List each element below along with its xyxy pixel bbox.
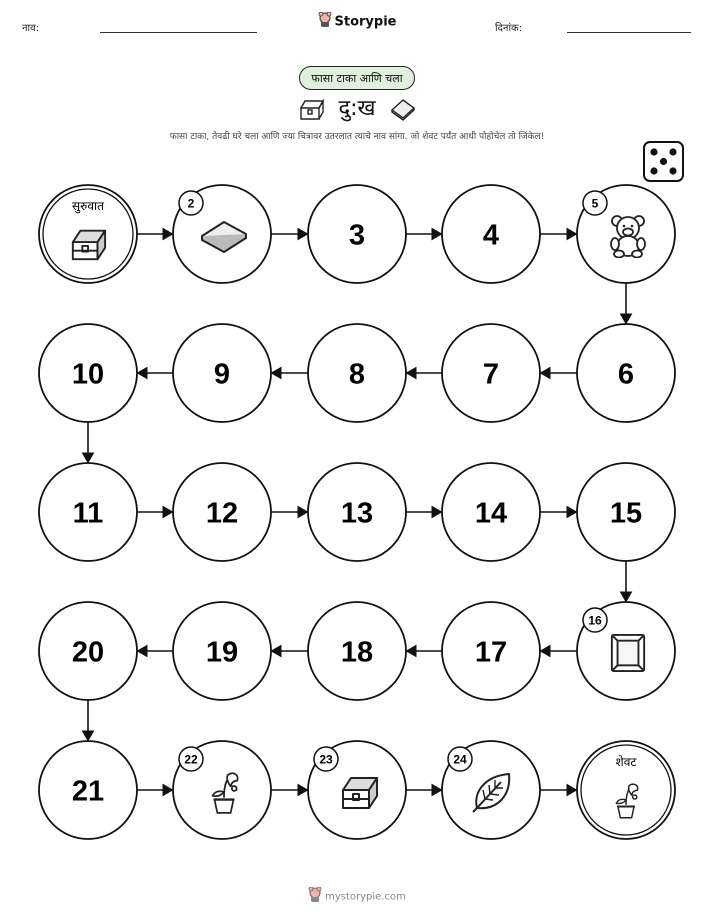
end-label: शेवट — [615, 755, 637, 769]
board-cell-24 — [442, 741, 540, 839]
board-cell-5 — [577, 185, 675, 283]
game-title-pill: फासा टाका आणि चला — [299, 66, 415, 90]
cell-number: 12 — [205, 497, 239, 530]
dice-icon — [644, 142, 683, 181]
board-cell-18 — [308, 602, 406, 700]
cell-number: 6 — [617, 358, 635, 391]
board-cell-22 — [173, 741, 271, 839]
cell-number: 20 — [71, 636, 105, 669]
board-cell-17 — [442, 602, 540, 700]
board-cell-2 — [173, 185, 271, 283]
board-cell-9 — [173, 324, 271, 422]
cell-number: 14 — [474, 497, 508, 530]
board-cell-10 — [39, 324, 137, 422]
board-cell-3 — [308, 185, 406, 283]
picture-frame-icon — [612, 635, 644, 671]
cell-number: 2 — [187, 196, 195, 211]
brand-name: Storypie — [334, 14, 397, 30]
cell-number: 24 — [453, 752, 467, 767]
board-cell-14 — [442, 463, 540, 561]
cell-number: 3 — [348, 219, 366, 252]
end-cell — [577, 741, 675, 839]
cell-number: 9 — [213, 358, 231, 391]
board-cell-19 — [173, 602, 271, 700]
board-cell-21 — [39, 741, 137, 839]
target-word-text: दु:ख — [338, 96, 376, 121]
cell-number: 16 — [588, 613, 602, 628]
dice-pip — [650, 167, 657, 174]
cell-number: 22 — [184, 752, 198, 767]
board-cell-13 — [308, 463, 406, 561]
board-cell-11 — [39, 463, 137, 561]
board-cell-12 — [173, 463, 271, 561]
dice-pip — [669, 167, 676, 174]
cell-number: 11 — [72, 497, 104, 530]
board-cell-16 — [577, 602, 675, 700]
dice-pip — [660, 158, 667, 165]
start-cell — [39, 185, 137, 283]
cell-number: 8 — [348, 358, 366, 391]
board-cells — [39, 185, 675, 839]
dice-pip — [669, 148, 676, 155]
board-cell-23 — [308, 741, 406, 839]
cell-number: 19 — [205, 636, 239, 669]
cell-number: 17 — [474, 636, 508, 669]
cell-number: 15 — [609, 497, 643, 530]
cell-number: 7 — [482, 358, 500, 391]
cell-number: 13 — [340, 497, 374, 530]
dice-pip — [650, 148, 657, 155]
treasure-chest-icon — [343, 778, 377, 808]
footer-url: mystorypie.com — [325, 891, 406, 903]
board-cell-6 — [577, 324, 675, 422]
start-label: सुरुवात — [72, 199, 104, 213]
cell-number: 10 — [71, 358, 105, 391]
treasure-chest-icon — [73, 231, 105, 260]
board-cell-4 — [442, 185, 540, 283]
cell-number: 23 — [319, 752, 333, 767]
footer — [0, 887, 714, 906]
board-cell-15 — [577, 463, 675, 561]
cell-number: 18 — [340, 636, 374, 669]
storypie-logo-icon — [308, 887, 322, 906]
board-cell-8 — [308, 324, 406, 422]
name-label: नाव: — [22, 23, 40, 34]
cell-number: 21 — [71, 775, 105, 808]
date-label: दिनांक: — [495, 23, 523, 34]
instructions: फासा टाका, तेवढी घरे चला आणि ज्या चित्रावर उतरलात त्याचे नाव सांगा. जो शेवट पर्यंत आधी पोहोचेल तो जिंकेल! — [169, 132, 545, 142]
cell-number: 4 — [482, 219, 500, 252]
board-cell-7 — [442, 324, 540, 422]
cell-number: 5 — [591, 196, 599, 211]
board-cell-20 — [39, 602, 137, 700]
